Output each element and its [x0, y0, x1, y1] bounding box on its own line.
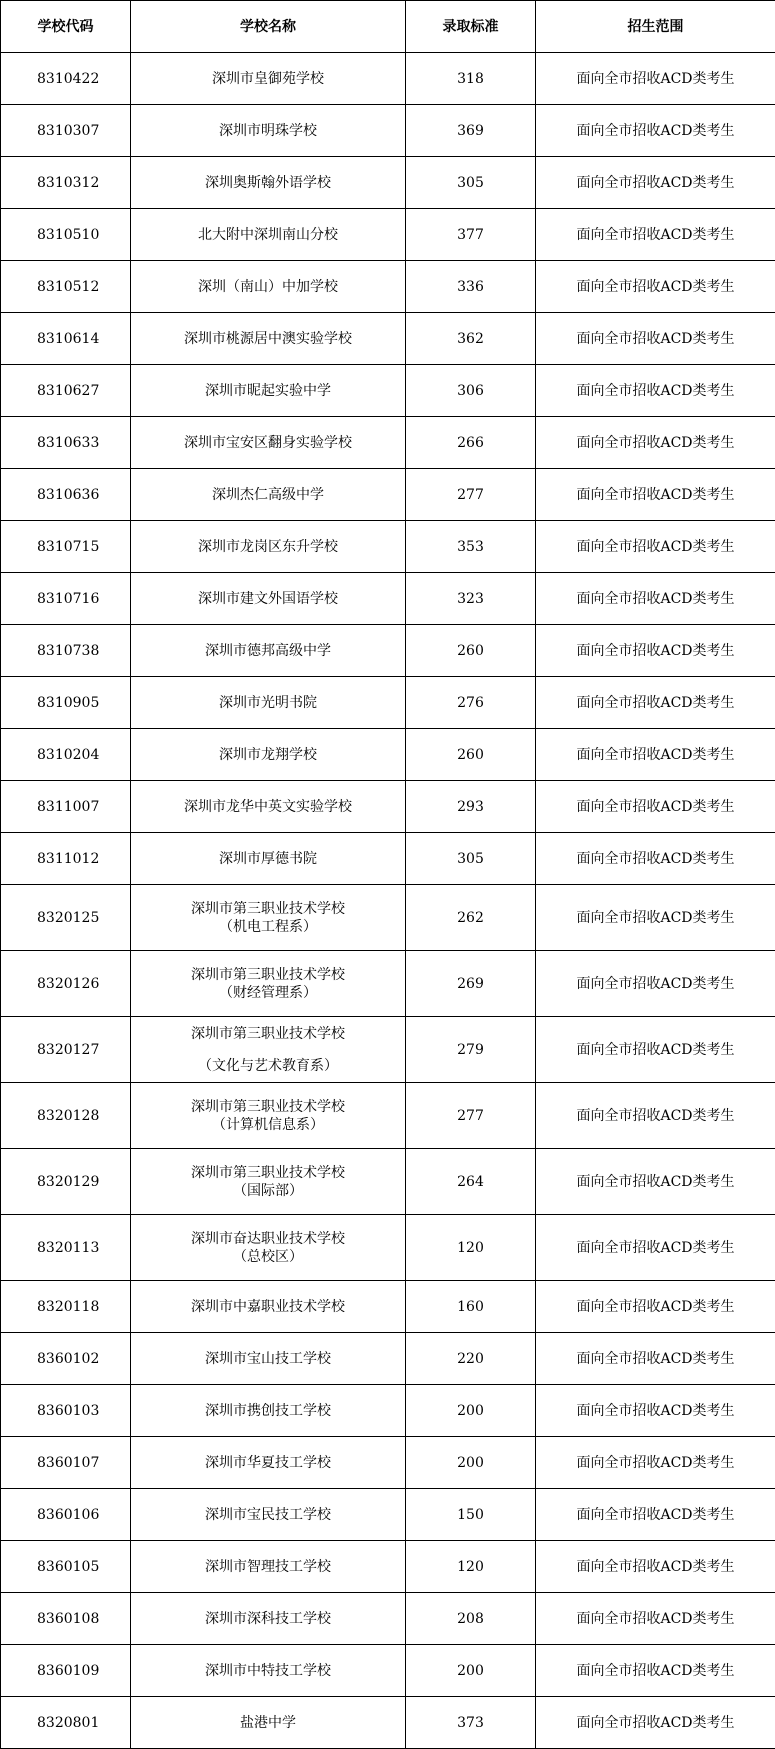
- school-department-line: （计算机信息系）: [212, 1116, 324, 1133]
- enrollment-scope-cell: 面向全市招收ACD类考生: [536, 1489, 775, 1541]
- school-name-line: 深圳市龙翔学校: [219, 746, 317, 763]
- school-name-cell: [131, 105, 406, 157]
- school-name-line: 深圳市桃源居中澳实验学校: [184, 330, 352, 347]
- admission-score-cell: 377: [406, 209, 536, 261]
- admission-score-cell: 373: [406, 1697, 536, 1749]
- school-code-cell: 8310716: [1, 573, 131, 625]
- admission-score-cell: 220: [406, 1333, 536, 1385]
- table-row: [1, 261, 775, 313]
- school-name-line: 深圳（南山）中加学校: [198, 278, 338, 295]
- school-department-line: （总校区）: [233, 1248, 303, 1265]
- school-name-line: 盐港中学: [240, 1714, 296, 1731]
- admission-score-cell: 266: [406, 417, 536, 469]
- admission-score-cell: 353: [406, 521, 536, 573]
- school-name-cell: [131, 521, 406, 573]
- table-row: [1, 781, 775, 833]
- school-name-cell: [131, 833, 406, 885]
- admission-score-cell: 277: [406, 469, 536, 521]
- enrollment-scope-cell: 面向全市招收ACD类考生: [536, 573, 775, 625]
- school-code-cell: 8320801: [1, 1697, 131, 1749]
- table-row: [1, 1541, 775, 1593]
- school-name-line: 深圳市智理技工学校: [205, 1558, 331, 1575]
- school-name-cell: [131, 573, 406, 625]
- admission-score-cell: 369: [406, 105, 536, 157]
- school-code-cell: 8310715: [1, 521, 131, 573]
- admission-score-cell: 120: [406, 1215, 536, 1281]
- admission-score-cell: 279: [406, 1017, 536, 1083]
- table-row: [1, 729, 775, 781]
- school-name-line: 深圳市龙岗区东升学校: [198, 538, 338, 555]
- school-code-cell: 8310627: [1, 365, 131, 417]
- enrollment-scope-cell: 面向全市招收ACD类考生: [536, 417, 775, 469]
- school-department-line: （文化与艺术教育系）: [198, 1057, 338, 1074]
- school-code-cell: 8320125: [1, 885, 131, 951]
- school-name-cell: [131, 781, 406, 833]
- enrollment-scope-cell: 面向全市招收ACD类考生: [536, 1385, 775, 1437]
- school-code-cell: 8360105: [1, 1541, 131, 1593]
- table-row: [1, 53, 775, 105]
- school-code-cell: 8310512: [1, 261, 131, 313]
- table-row: [1, 1385, 775, 1437]
- school-name-cell: [131, 1541, 406, 1593]
- school-code-cell: 8320127: [1, 1017, 131, 1083]
- admission-score-cell: 269: [406, 951, 536, 1017]
- school-name-cell: [131, 1149, 406, 1215]
- enrollment-scope-cell: 面向全市招收ACD类考生: [536, 157, 775, 209]
- enrollment-scope-cell: 面向全市招收ACD类考生: [536, 729, 775, 781]
- school-code-cell: 8360107: [1, 1437, 131, 1489]
- school-department-line: （财经管理系）: [219, 984, 317, 1001]
- school-department-line: （国际部）: [233, 1182, 303, 1199]
- school-name-line: 深圳市宝民技工学校: [205, 1506, 331, 1523]
- admission-score-cell: 200: [406, 1385, 536, 1437]
- school-name-line: 深圳市携创技工学校: [205, 1402, 331, 1419]
- school-code-cell: 8320118: [1, 1281, 131, 1333]
- school-code-cell: 8360109: [1, 1645, 131, 1697]
- school-code-cell: 8310307: [1, 105, 131, 157]
- table-row: [1, 521, 775, 573]
- school-name-line: 深圳市中嘉职业技术学校: [191, 1298, 345, 1315]
- enrollment-scope-cell: 面向全市招收ACD类考生: [536, 781, 775, 833]
- school-name-cell: [131, 313, 406, 365]
- admission-score-cell: 200: [406, 1437, 536, 1489]
- school-name-cell: [131, 1017, 406, 1083]
- table-row: [1, 677, 775, 729]
- admission-score-cell: 305: [406, 157, 536, 209]
- table-row: [1, 573, 775, 625]
- enrollment-scope-cell: 面向全市招收ACD类考生: [536, 833, 775, 885]
- school-name-cell: [131, 157, 406, 209]
- table-row: [1, 951, 775, 1017]
- header-row: [1, 1, 775, 53]
- school-name-line: 深圳市德邦高级中学: [205, 642, 331, 659]
- enrollment-scope-cell: 面向全市招收ACD类考生: [536, 1437, 775, 1489]
- admission-score-cell: 277: [406, 1083, 536, 1149]
- admission-score-cell: 120: [406, 1541, 536, 1593]
- school-name-line: 深圳杰仁高级中学: [212, 486, 324, 503]
- admission-score-cell: 305: [406, 833, 536, 885]
- school-code-cell: 8320113: [1, 1215, 131, 1281]
- school-name-line: 深圳市第三职业技术学校: [191, 1098, 345, 1115]
- table-body: [1, 53, 775, 1749]
- admission-score-cell: 260: [406, 625, 536, 677]
- school-name-cell: [131, 677, 406, 729]
- enrollment-scope-cell: 面向全市招收ACD类考生: [536, 951, 775, 1017]
- school-name-cell: [131, 1215, 406, 1281]
- table-row: [1, 625, 775, 677]
- table-row: [1, 833, 775, 885]
- enrollment-scope-cell: 面向全市招收ACD类考生: [536, 1017, 775, 1083]
- school-name-line: 深圳市光明书院: [219, 694, 317, 711]
- enrollment-scope-cell: 面向全市招收ACD类考生: [536, 209, 775, 261]
- admission-score-cell: 276: [406, 677, 536, 729]
- table-row: [1, 1083, 775, 1149]
- enrollment-scope-cell: 面向全市招收ACD类考生: [536, 1083, 775, 1149]
- school-name-cell: [131, 1593, 406, 1645]
- enrollment-scope-cell: 面向全市招收ACD类考生: [536, 677, 775, 729]
- school-name-cell: [131, 53, 406, 105]
- school-name-cell: [131, 729, 406, 781]
- admission-score-cell: 200: [406, 1645, 536, 1697]
- school-code-cell: 8360108: [1, 1593, 131, 1645]
- school-name-cell: [131, 469, 406, 521]
- school-code-cell: 8310422: [1, 53, 131, 105]
- enrollment-scope-cell: 面向全市招收ACD类考生: [536, 261, 775, 313]
- admission-score-cell: 208: [406, 1593, 536, 1645]
- table-row: [1, 1437, 775, 1489]
- school-name-line: 深圳市深科技工学校: [205, 1610, 331, 1627]
- admission-score-cell: 323: [406, 573, 536, 625]
- school-name-cell: [131, 1645, 406, 1697]
- school-code-cell: 8310738: [1, 625, 131, 677]
- enrollment-scope-cell: 面向全市招收ACD类考生: [536, 1645, 775, 1697]
- school-code-cell: 8310614: [1, 313, 131, 365]
- table-row: [1, 313, 775, 365]
- table-row: [1, 105, 775, 157]
- school-name-line: 深圳市厚德书院: [219, 850, 317, 867]
- school-code-cell: 8320128: [1, 1083, 131, 1149]
- school-name-cell: [131, 1083, 406, 1149]
- school-name-line: 北大附中深圳南山分校: [198, 226, 338, 243]
- header-admission-score: 录取标准: [406, 1, 536, 53]
- school-name-cell: [131, 625, 406, 677]
- header-school-name: 学校名称: [131, 1, 406, 53]
- admission-score-cell: 362: [406, 313, 536, 365]
- school-code-cell: 8310312: [1, 157, 131, 209]
- table-row: [1, 365, 775, 417]
- school-name-cell: [131, 951, 406, 1017]
- school-code-cell: 8310905: [1, 677, 131, 729]
- school-name-cell: [131, 209, 406, 261]
- school-name-cell: [131, 417, 406, 469]
- table-row: [1, 1645, 775, 1697]
- table-row: [1, 1489, 775, 1541]
- enrollment-scope-cell: 面向全市招收ACD类考生: [536, 1593, 775, 1645]
- enrollment-scope-cell: 面向全市招收ACD类考生: [536, 365, 775, 417]
- table-row: [1, 469, 775, 521]
- enrollment-scope-cell: 面向全市招收ACD类考生: [536, 625, 775, 677]
- school-name-line: 深圳市第三职业技术学校: [191, 1025, 345, 1042]
- school-name-cell: [131, 365, 406, 417]
- enrollment-scope-cell: 面向全市招收ACD类考生: [536, 53, 775, 105]
- header-enrollment-scope: 招生范围: [536, 1, 775, 53]
- table-row: [1, 885, 775, 951]
- school-name-line: 深圳市明珠学校: [219, 122, 317, 139]
- table-row: [1, 157, 775, 209]
- school-code-cell: 8310510: [1, 209, 131, 261]
- school-name-line: 深圳市宝山技工学校: [205, 1350, 331, 1367]
- school-code-cell: 8360102: [1, 1333, 131, 1385]
- enrollment-scope-cell: 面向全市招收ACD类考生: [536, 1541, 775, 1593]
- table-row: [1, 1149, 775, 1215]
- school-name-line: 深圳市龙华中英文实验学校: [184, 798, 352, 815]
- admission-score-cell: 150: [406, 1489, 536, 1541]
- enrollment-scope-cell: 面向全市招收ACD类考生: [536, 105, 775, 157]
- school-code-cell: 8310636: [1, 469, 131, 521]
- enrollment-scope-cell: 面向全市招收ACD类考生: [536, 521, 775, 573]
- table-row: [1, 1215, 775, 1281]
- school-name-cell: [131, 261, 406, 313]
- admission-score-cell: 264: [406, 1149, 536, 1215]
- school-name-cell: [131, 1697, 406, 1749]
- enrollment-scope-cell: 面向全市招收ACD类考生: [536, 1333, 775, 1385]
- admission-score-cell: 336: [406, 261, 536, 313]
- enrollment-scope-cell: 面向全市招收ACD类考生: [536, 313, 775, 365]
- school-name-line: 深圳市第三职业技术学校: [191, 900, 345, 917]
- school-name-cell: [131, 1281, 406, 1333]
- table-row: [1, 1697, 775, 1749]
- table-row: [1, 1281, 775, 1333]
- table-row: [1, 209, 775, 261]
- enrollment-scope-cell: 面向全市招收ACD类考生: [536, 1215, 775, 1281]
- enrollment-scope-cell: 面向全市招收ACD类考生: [536, 1697, 775, 1749]
- school-name-line: 深圳市中特技工学校: [205, 1662, 331, 1679]
- school-name-line: 深圳市宝安区翻身实验学校: [184, 434, 352, 451]
- school-code-cell: 8320129: [1, 1149, 131, 1215]
- school-name-line: 深圳市建文外国语学校: [198, 590, 338, 607]
- table-row: [1, 417, 775, 469]
- enrollment-scope-cell: 面向全市招收ACD类考生: [536, 469, 775, 521]
- admission-score-cell: 306: [406, 365, 536, 417]
- school-department-line: （机电工程系）: [219, 918, 317, 935]
- table-row: [1, 1333, 775, 1385]
- admission-score-cell: 293: [406, 781, 536, 833]
- school-name-cell: [131, 885, 406, 951]
- school-name-line: 深圳市第三职业技术学校: [191, 1164, 345, 1181]
- admission-score-cell: 318: [406, 53, 536, 105]
- school-code-cell: 8310633: [1, 417, 131, 469]
- school-name-cell: [131, 1437, 406, 1489]
- school-code-cell: 8310204: [1, 729, 131, 781]
- school-code-cell: 8360103: [1, 1385, 131, 1437]
- school-code-cell: 8360106: [1, 1489, 131, 1541]
- school-name-cell: [131, 1489, 406, 1541]
- school-code-cell: 8311012: [1, 833, 131, 885]
- school-name-line: 深圳市昵起实验中学: [205, 382, 331, 399]
- school-code-cell: 8320126: [1, 951, 131, 1017]
- enrollment-scope-cell: 面向全市招收ACD类考生: [536, 1149, 775, 1215]
- enrollment-scope-cell: 面向全市招收ACD类考生: [536, 885, 775, 951]
- header-school-code: 学校代码: [1, 1, 131, 53]
- admission-score-cell: 260: [406, 729, 536, 781]
- school-name-line: 深圳市华夏技工学校: [205, 1454, 331, 1471]
- school-name-line: 深圳奥斯翰外语学校: [205, 174, 331, 191]
- school-name-line: 深圳市第三职业技术学校: [191, 966, 345, 983]
- table-row: [1, 1593, 775, 1645]
- school-name-line: 深圳市奋达职业技术学校: [191, 1230, 345, 1247]
- table-row: [1, 1017, 775, 1083]
- school-name-line: 深圳市皇御苑学校: [212, 70, 324, 87]
- school-code-cell: 8311007: [1, 781, 131, 833]
- enrollment-scope-cell: 面向全市招收ACD类考生: [536, 1281, 775, 1333]
- school-name-cell: [131, 1385, 406, 1437]
- admission-score-cell: 262: [406, 885, 536, 951]
- admission-score-cell: 160: [406, 1281, 536, 1333]
- school-name-cell: [131, 1333, 406, 1385]
